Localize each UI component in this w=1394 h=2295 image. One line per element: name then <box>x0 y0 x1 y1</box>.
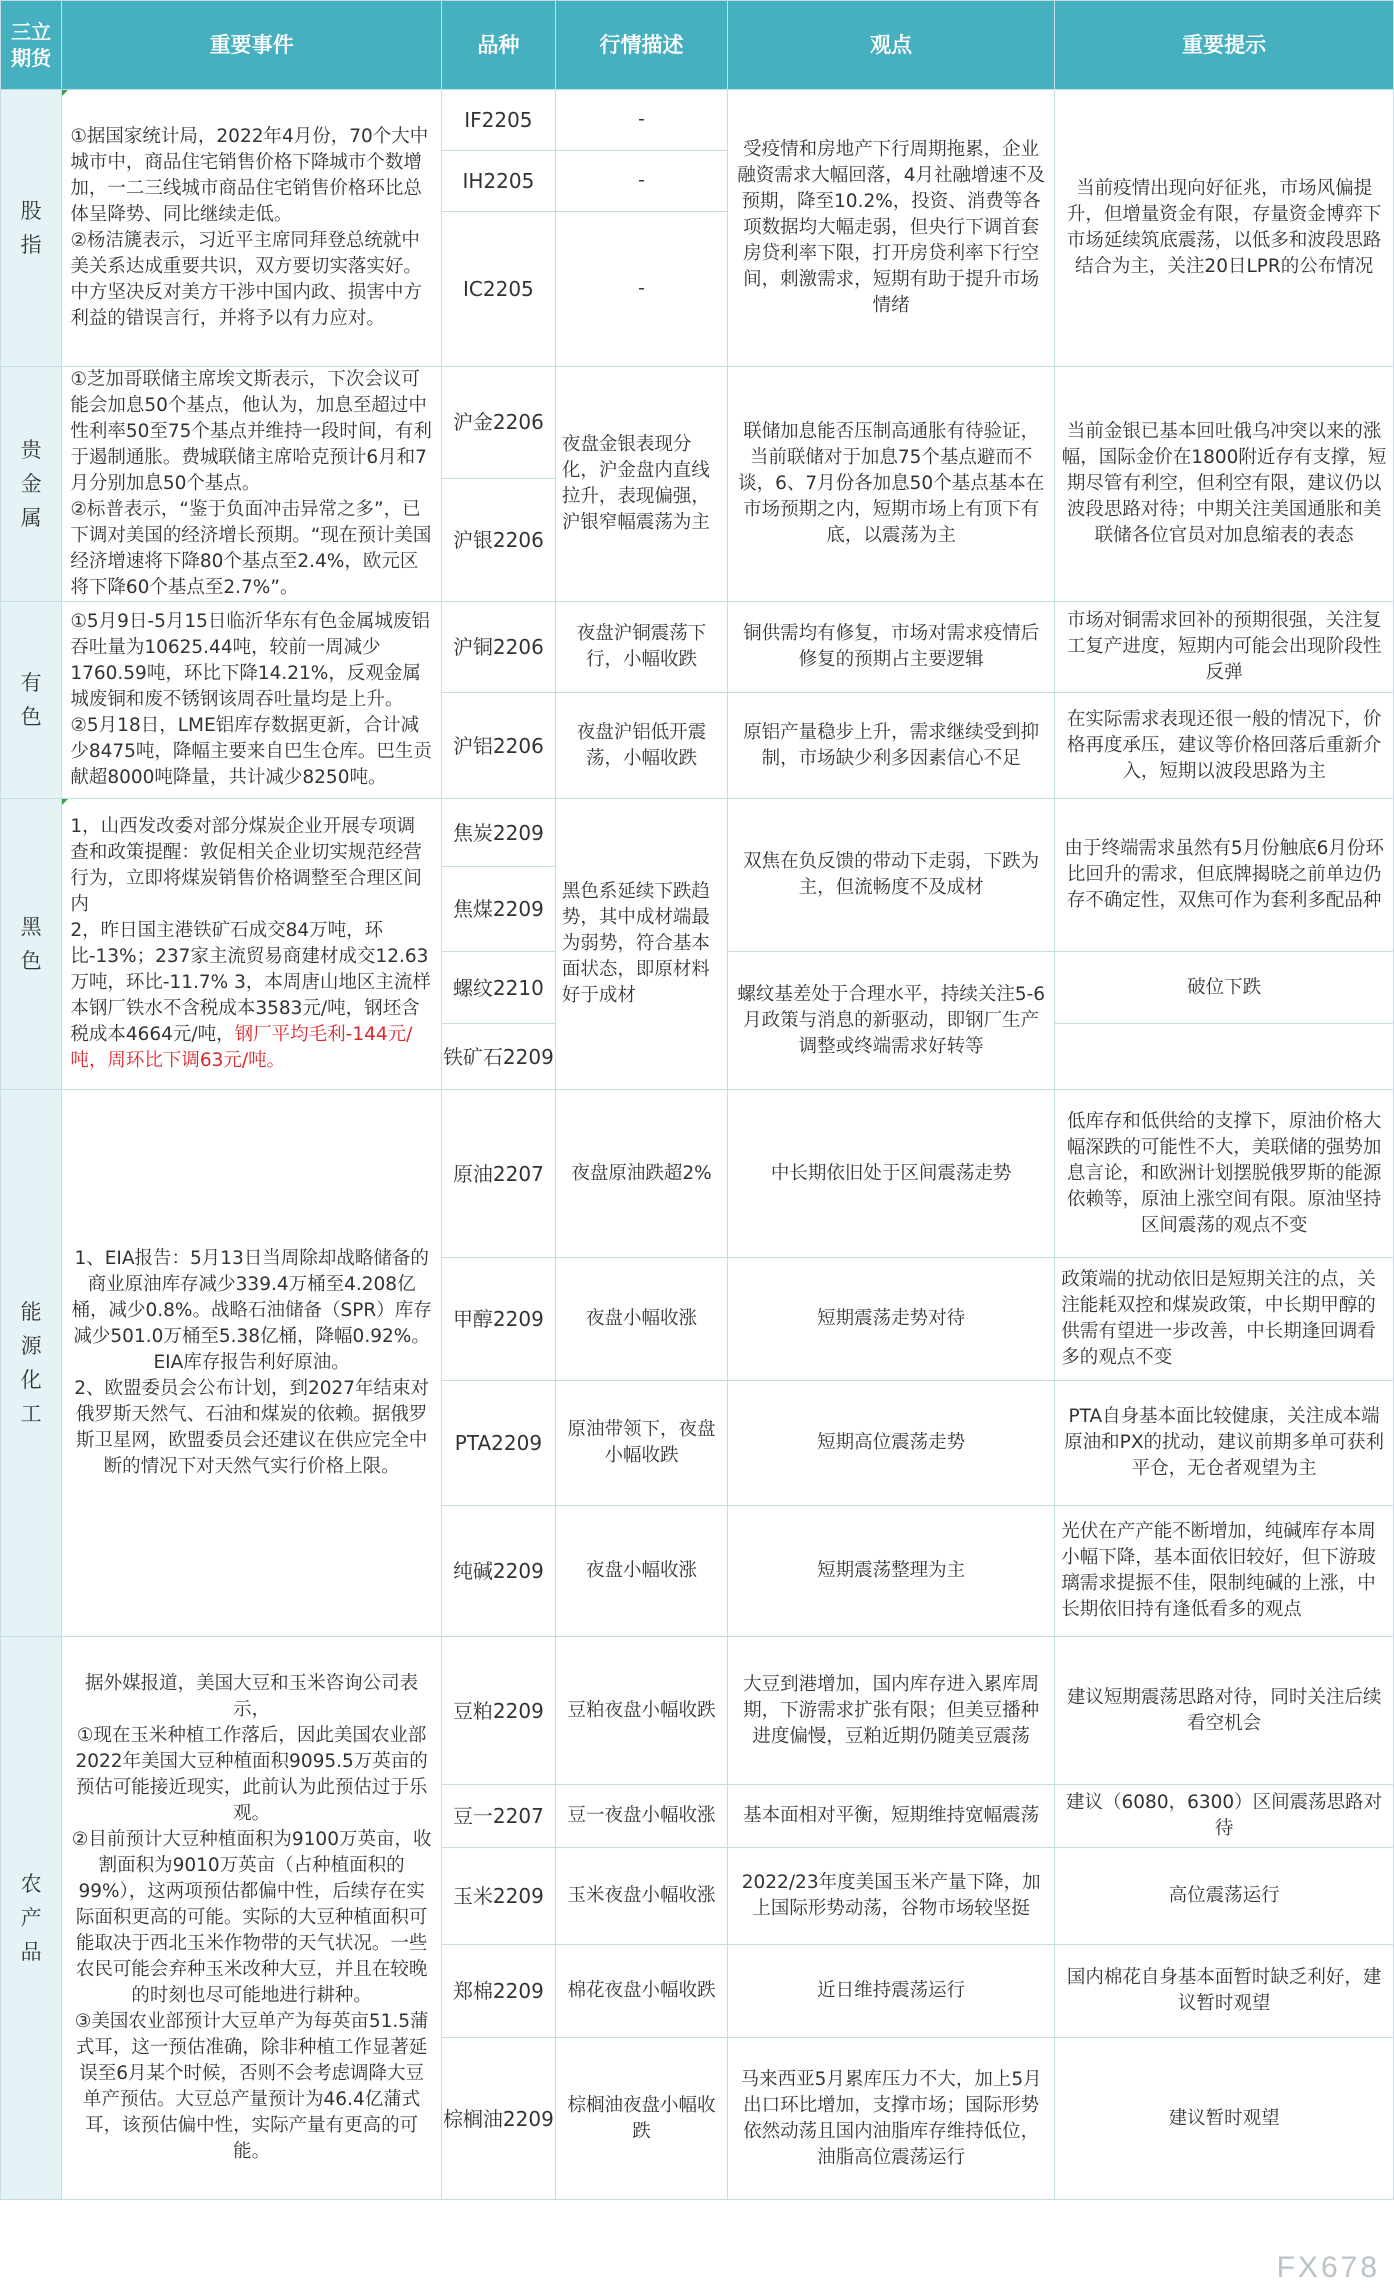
tip-crude-oil: 低库存和低供给的支撑下，原油价格大幅深跌的可能性不大，美联储的强势加息言论，和欧洲计划摆脱俄罗斯的能源依赖等，原油上涨空间有限。原油坚持区间震荡的观点不变 <box>1055 1090 1394 1258</box>
tip-precious-metals: 当前金银已基本回吐俄乌冲突以来的涨幅，国际金价在1800附近存有支撑，短期尽管有利空，但利空有限，建议仍以波段思路对待；中期关注美国通胀和美联储各位官员对加息缩表的表态 <box>1055 367 1394 602</box>
product-ic: IC2205 <box>441 212 555 367</box>
header-events: 重要事件 <box>62 1 442 90</box>
market-ih: - <box>555 151 727 212</box>
header-view: 观点 <box>728 1 1055 90</box>
view-copper: 铜供需均有修复，市场对需求疫情后修复的预期占主要逻辑 <box>728 602 1055 693</box>
watermark-logo: FX678 <box>1276 2251 1380 2284</box>
header-tip: 重要提示 <box>1055 1 1394 90</box>
tip-soda-ash: 光伏在产产能不断增加，纯碱库存本周小幅下降，基本面依旧较好，但下游玻璃需求提振不佳，限制纯碱的上涨，中长期依旧持有逢低看多的观点 <box>1055 1506 1394 1637</box>
event-precious-metals: ①芝加哥联储主席埃文斯表示，下次会议可能会加息50个基点，他认为，加息至超过中性利率50至75个基点并维持一段时间，有利于遏制通胀。费城联储主席哈克预计6月和7月分别加息50个基点。 ②标普表示，“鉴于负面冲击异常之多”，已下调对美国的经济增长预期。“现在预计美国经济增速将下降80个基点至2.4%，欧元区将下降60个基点至2.7%”。 <box>62 367 442 602</box>
market-palm-oil: 棕榈油夜盘小幅收跌 <box>555 2038 727 2200</box>
tip-palm-oil: 建议暂时观望 <box>1055 2038 1394 2200</box>
product-silver: 沪银2206 <box>441 478 555 601</box>
market-crude-oil: 夜盘原油跌超2% <box>555 1090 727 1258</box>
view-corn: 2022/23年度美国玉米产量下降，加上国际形势动荡，谷物市场较坚挺 <box>728 1848 1055 1945</box>
tip-cotton: 国内棉花自身基本面暂时缺乏利好，建议暂时观望 <box>1055 1945 1394 2038</box>
view-methanol: 短期震荡走势对待 <box>728 1258 1055 1381</box>
tip-soymeal: 建议短期震荡思路对待，同时关注后续看空机会 <box>1055 1637 1394 1785</box>
view-soda-ash: 短期震荡整理为主 <box>728 1506 1055 1637</box>
category-precious-metals: 贵 金 属 <box>1 367 62 602</box>
market-if: - <box>555 90 727 151</box>
market-copper: 夜盘沪铜震荡下行，小幅收跌 <box>555 602 727 693</box>
view-aluminum: 原铝产量稳步上升，需求继续受到抑制，市场缺少利多因素信心不足 <box>728 693 1055 799</box>
category-ferrous: 黑 色 <box>1 799 62 1090</box>
view-stock-index: 受疫情和房地产下行周期拖累，企业融资需求大幅回落，4月社融增速不及预期，降至10.2%，投资、消费等各项数据均大幅走弱，但央行下调首套房贷利率下限，打开房贷利率下行空间，刺激需求，短期有助于提升市场情绪 <box>728 90 1055 367</box>
event-nonferrous: ①5月9日-5月15日临沂华东有色金属城废铝吞吐量为10625.44吨，较前一周减少1760.59吨，环比下降14.21%，反观金属城废铜和废不锈钢该周吞吐量均是上升。 ②5月18日，LME铝库存数据更新，合计减少8475吨，降幅主要来自巴生仓库。巴生贡献超8000吨降量，共计减少8250吨。 <box>62 602 442 799</box>
product-copper: 沪铜2206 <box>441 602 555 693</box>
product-soda-ash: 纯碱2209 <box>441 1506 555 1637</box>
market-corn: 玉米夜盘小幅收涨 <box>555 1848 727 1945</box>
market-ferrous: 黑色系延续下跌趋势，其中成材端最为弱势，符合基本面状态，即原材料好于成材 <box>555 799 727 1090</box>
view-palm-oil: 马来西亚5月累库压力不大，加上5月出口环比增加，支撑市场；国际形势依然动荡且国内油脂库存维持低位，油脂高位震荡运行 <box>728 2038 1055 2200</box>
tip-rebar: 破位下跌 <box>1055 952 1394 1024</box>
market-aluminum: 夜盘沪铝低开震荡，小幅收跌 <box>555 693 727 799</box>
category-energy-chemical: 能 源 化 工 <box>1 1090 62 1637</box>
product-pta: PTA2209 <box>441 1381 555 1506</box>
product-soybean: 豆一2207 <box>441 1785 555 1848</box>
tip-iron-ore <box>1055 1024 1394 1090</box>
event-stock-index: ①据国家统计局，2022年4月份，70个大中城市中，商品住宅销售价格下降城市个数增加，一二三线城市商品住宅销售价格环比总体呈降势、同比继续走低。 ②杨洁篪表示，习近平主席同拜登总统就中美关系达成重要共识，双方要切实落实好。中方坚决反对美方干涉中国内政、损害中方利益的错误言行，并将予以有力应对。 <box>62 90 442 367</box>
market-ic: - <box>555 212 727 367</box>
view-cotton: 近日维持震荡运行 <box>728 1945 1055 2038</box>
product-rebar: 螺纹2210 <box>441 952 555 1024</box>
header-product: 品种 <box>441 1 555 90</box>
market-pta: 原油带领下，夜盘小幅收跌 <box>555 1381 727 1506</box>
view-soybean: 基本面相对平衡，短期维持宽幅震荡 <box>728 1785 1055 1848</box>
market-methanol: 夜盘小幅收涨 <box>555 1258 727 1381</box>
tip-copper: 市场对铜需求回补的预期很强，关注复工复产进度，短期内可能会出现阶段性反弹 <box>1055 602 1394 693</box>
header-market: 行情描述 <box>555 1 727 90</box>
product-aluminum: 沪铝2206 <box>441 693 555 799</box>
header-company: 三立 期货 <box>1 1 62 90</box>
view-double-coke: 双焦在负反馈的带动下走弱，下跌为主，但流畅度不及成材 <box>728 799 1055 952</box>
event-energy-chemical: 1、EIA报告：5月13日当周除却战略储备的商业原油库存减少339.4万桶至4.208亿桶，减少0.8%。战略石油储备（SPR）库存减少501.0万桶至5.38亿桶，降幅0.92%。EIA库存报告利好原油。 2、欧盟委员会公布计划，到2027年结束对俄罗斯天然气、石油和煤炭的依赖。据俄罗斯卫星网，欧盟委员会还建议在供应完全中断的情况下对天然气实行价格上限。 <box>62 1090 442 1637</box>
event-ferrous <box>62 799 442 1090</box>
tip-pta: PTA自身基本面比较健康，关注成本端原油和PX的扰动，建议前期多单可获利平仓，无仓者观望为主 <box>1055 1381 1394 1506</box>
market-precious-metals: 夜盘金银表现分化，沪金盘内直线拉升，表现偏强，沪银窄幅震荡为主 <box>555 367 727 602</box>
view-crude-oil: 中长期依旧处于区间震荡走势 <box>728 1090 1055 1258</box>
product-if: IF2205 <box>441 90 555 151</box>
market-soymeal: 豆粕夜盘小幅收跌 <box>555 1637 727 1785</box>
market-cotton: 棉花夜盘小幅收跌 <box>555 1945 727 2038</box>
product-cotton: 郑棉2209 <box>441 1945 555 2038</box>
event-ferrous-text: 1，山西发改委对部分煤炭企业开展专项调查和政策提醒：敦促相关企业切实规范经营行为，立即将煤炭销售价格调整至合理区间内 2，昨日国主港铁矿石成交84万吨，环比-13%；237家主流贸易商建材成交12.63万吨，环比-11.7% 3，本周唐山地区主流样本钢厂铁水不含税成本3583元/吨，钢坯含税成本4664元/吨， <box>70 816 431 1045</box>
category-agriculture: 农 产 品 <box>1 1637 62 2200</box>
category-stock-index: 股 指 <box>1 90 62 367</box>
product-corn: 玉米2209 <box>441 1848 555 1945</box>
tip-methanol: 政策端的扰动依旧是短期关注的点，关注能耗双控和煤炭政策，中长期甲醇的供需有望进一步改善，中长期逢回调看多的观点不变 <box>1055 1258 1394 1381</box>
header-row <box>1 1 1394 90</box>
product-ih: IH2205 <box>441 151 555 212</box>
product-coke: 焦炭2209 <box>441 799 555 867</box>
view-precious-metals: 联储加息能否压制高通胀有待验证，当前联储对于加息75个基点避而不谈，6、7月份各加息50个基点基本在市场预期之内，短期市场上有顶下有底，以震荡为主 <box>728 367 1055 602</box>
product-palm-oil: 棕榈油2209 <box>441 2038 555 2200</box>
product-crude-oil: 原油2207 <box>441 1090 555 1258</box>
product-gold: 沪金2206 <box>441 367 555 479</box>
view-soymeal: 大豆到港增加，国内库存进入累库周期，下游需求扩张有限；但美豆播种进度偏慢，豆粕近期仍随美豆震荡 <box>728 1637 1055 1785</box>
market-soybean: 豆一夜盘小幅收涨 <box>555 1785 727 1848</box>
market-soda-ash: 夜盘小幅收涨 <box>555 1506 727 1637</box>
product-iron-ore: 铁矿石2209 <box>441 1024 555 1090</box>
tip-soybean: 建议（6080，6300）区间震荡思路对待 <box>1055 1785 1394 1848</box>
view-rebar: 螺纹基差处于合理水平，持续关注5-6月政策与消息的新驱动，即钢厂生产调整或终端需求好转等 <box>728 952 1055 1090</box>
event-ferrous-highlight: 钢厂平均毛利-144元/吨，周环比下调63元/吨。 <box>70 1024 413 1071</box>
product-soymeal: 豆粕2209 <box>441 1637 555 1785</box>
view-pta: 短期高位震荡走势 <box>728 1381 1055 1506</box>
tip-corn: 高位震荡运行 <box>1055 1848 1394 1945</box>
tip-stock-index: 当前疫情出现向好征兆，市场风偏提升，但增量资金有限，存量资金博弈下市场延续筑底震荡，以低多和波段思路结合为主，关注20日LPR的公布情况 <box>1055 90 1394 367</box>
product-coking-coal: 焦煤2209 <box>441 867 555 952</box>
product-methanol: 甲醇2209 <box>441 1258 555 1381</box>
tip-aluminum: 在实际需求表现还很一般的情况下，价格再度承压，建议等价格回落后重新介入，短期以波段思路为主 <box>1055 693 1394 799</box>
category-nonferrous: 有 色 <box>1 602 62 799</box>
tip-double-coke: 由于终端需求虽然有5月份触底6月份环比回升的需求，但底牌揭晓之前单边仍存不确定性，双焦可作为套利多配品种 <box>1055 799 1394 952</box>
event-agriculture: 据外媒报道，美国大豆和玉米咨询公司表示， ①现在玉米种植工作落后，因此美国农业部2022年美国大豆种植面积9095.5万英亩的预估可能接近现实，此前认为此预估过于乐观。 ②目前预计大豆种植面积为9100万英亩，收割面积为9010万英亩（占种植面积的99%），这两项预估都偏中性，后续存在实际面积更高的可能。实际的大豆种植面积可能取决于西北玉米作物带的天气状况。一些农民可能会弃种玉米改种大豆，并且在较晚的时刻也尽可能地进行耕种。 ③美国农业部预计大豆单产为每英亩51.5蒲式耳，这一预估准确，除非种植工作显著延误至6月某个时候，否则不会考虑调降大豆单产预估。大豆总产量预计为46.4亿蒲式耳，该预估偏中性，实际产量有更高的可能。 <box>62 1637 442 2200</box>
